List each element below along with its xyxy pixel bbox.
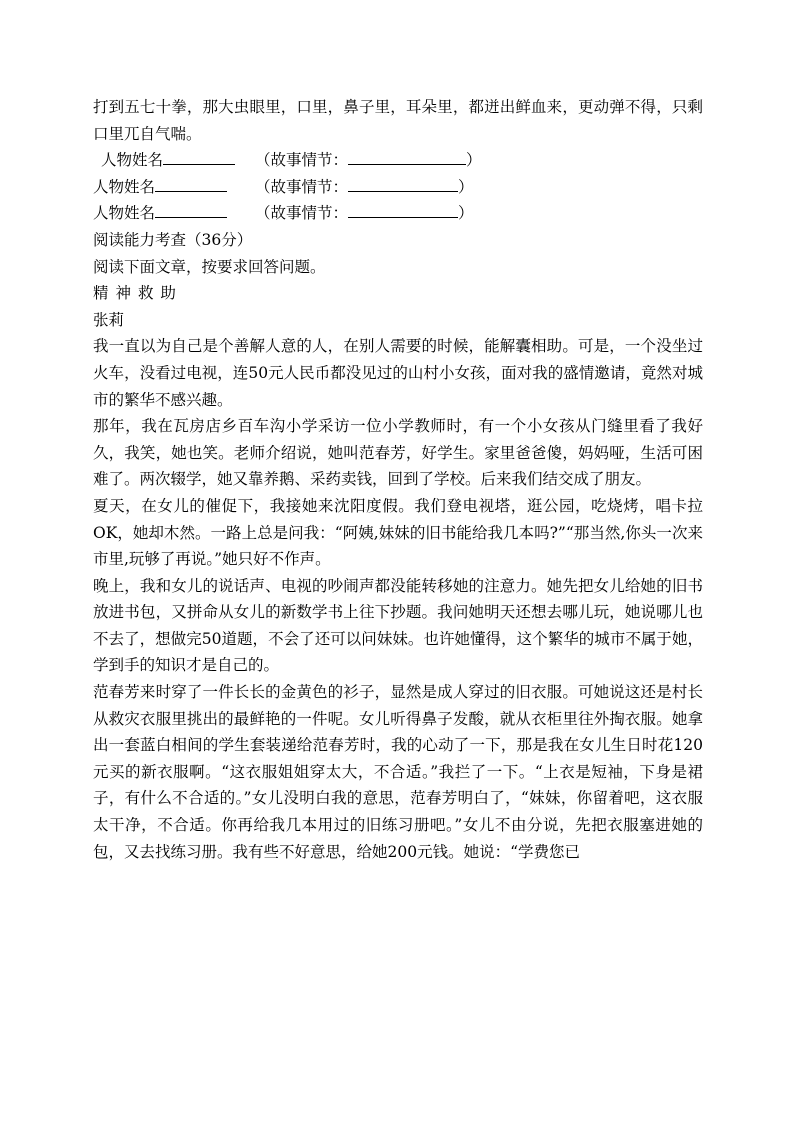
fill-row-story-label: （故事情节：	[255, 204, 349, 223]
section-title: 阅读能力考查（36分）	[93, 230, 253, 249]
story-blank[interactable]	[348, 149, 466, 166]
fill-row-story-label: （故事情节：	[255, 151, 349, 170]
article-paragraph-3: 夏天，在女儿的催促下，我接她来沈阳度假。我们登电视塔，逛公园，吃烧烤，唱卡拉OK，她却木然。一路上总是问我：“阿姨,妹妹的旧书能给我几本吗?”“那当然,你头一次来市里,玩够了再说。”她只好不作声。	[93, 496, 703, 569]
instruction: 阅读下面文章，按要求回答问题。	[93, 257, 326, 276]
intro-paragraph: 打到五七十拳，那大虫眼里，口里，鼻子里，耳朵里，都迸出鲜血来，更动弹不得，只剩口里兀自气喘。	[93, 98, 703, 143]
article-paragraph-5: 范春芳来时穿了一件长长的金黄色的衫子，显然是成人穿过的旧衣服。可她说这还是村长从救灾衣服里挑出的最鲜艳的一件呢。女儿听得鼻子发酸，就从衣柜里往外掏衣服。她拿出一套蓝白相间的学生套装递给范春芳时，我的心动了一下，那是我在女儿生日时花120元买的新衣服啊。“这衣服姐姐穿太大，不合适。”我拦了一下。“上衣是短袖，下身是裙子，有什么不合适的。”女儿没明白我的意思，范春芳明白了，“妹妹，你留着吧，这衣服太干净，不合适。你再给我几本用过的旧练习册吧。”女儿不由分说，先把衣服塞进她的包，又去找练习册。我有些不好意思，给她200元钱。她说：“学费您已	[93, 683, 703, 861]
fill-row-1	[93, 147, 703, 174]
name-blank[interactable]	[155, 202, 227, 219]
fill-row-3	[93, 200, 703, 227]
fill-row-2	[93, 174, 703, 201]
name-blank[interactable]	[163, 149, 235, 166]
article-paragraph-1: 我一直以为自己是个善解人意的人，在别人需要的时候，能解囊相助。可是，一个没坐过火车，没看过电视，连50元人民币都没见过的山村小女孩，面对我的盛情邀请，竟然对城市的繁华不感兴趣。	[93, 337, 703, 409]
name-blank[interactable]	[155, 175, 227, 192]
document-page	[93, 94, 703, 865]
fill-row-close: ）	[458, 177, 474, 196]
story-blank[interactable]	[348, 202, 458, 219]
article-title: 精神救助	[93, 284, 183, 303]
author: 张莉	[93, 310, 125, 329]
fill-row-label: 人物姓名	[93, 204, 156, 223]
fill-row-label: 人物姓名	[93, 177, 156, 196]
fill-row-close: ）	[466, 151, 482, 170]
article-paragraph-4: 晚上，我和女儿的说话声、电视的吵闹声都没能转移她的注意力。她先把女儿给她的旧书放进书包，又拼命从女儿的新数学书上往下抄题。我问她明天还想去哪儿玩，她说哪儿也不去了，想做完50道题，不会了还可以问妹妹。也许她懂得，这个繁华的城市不属于她，学到手的知识才是自己的。	[93, 576, 703, 675]
fill-row-story-label: （故事情节：	[255, 177, 349, 196]
fill-row-label: 人物姓名	[101, 151, 164, 170]
story-blank[interactable]	[348, 175, 458, 192]
article-paragraph-2: 那年，我在瓦房店乡百车沟小学采访一位小学教师时，有一个小女孩从门缝里看了我好久，我笑，她也笑。老师介绍说，她叫范春芳，好学生。家里爸爸傻，妈妈哑，生活可困难了。两次辍学，她又靠养鹅、采药卖钱，回到了学校。后来我们结交成了朋友。	[93, 417, 703, 489]
fill-row-close: ）	[458, 204, 474, 223]
